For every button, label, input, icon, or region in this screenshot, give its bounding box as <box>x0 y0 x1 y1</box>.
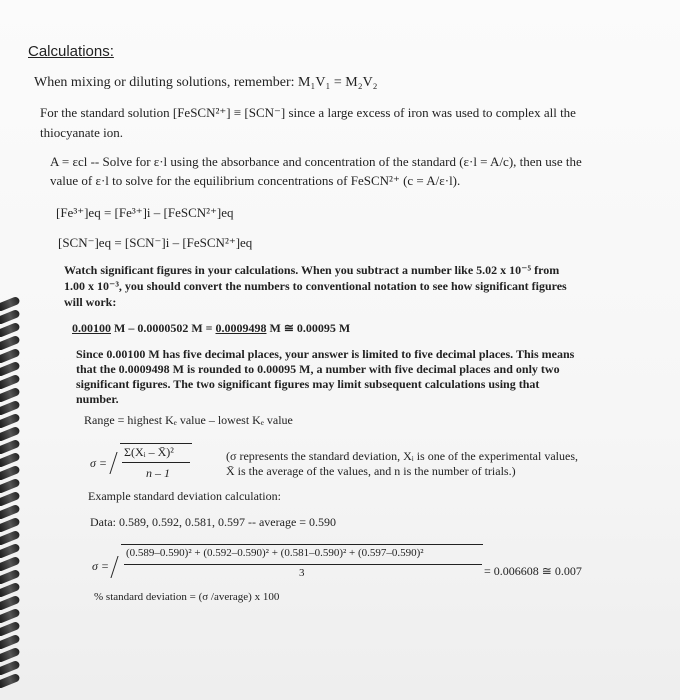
scn-equilibrium-equation: [SCN⁻]eq = [SCN⁻]i – [FeSCN²⁺]eq <box>58 235 253 250</box>
std-dev-denominator: n – 1 <box>146 466 170 480</box>
sig-figs-note-line3: will work: <box>64 295 117 309</box>
fe-equilibrium-equation: [Fe³⁺]eq = [Fe³⁺]i – [FeSCN²⁺]eq <box>56 205 234 220</box>
std-dev-numerator: Σ(Xᵢ – X̄)² <box>124 445 174 459</box>
mixing-rule-formula: M₁V₁ = M₂V₂ <box>298 75 378 90</box>
std-dev-sigma: σ = <box>90 456 108 470</box>
subtraction-result: 0.0009498 <box>215 321 267 335</box>
example-result: = 0.006608 ≅ 0.007 <box>484 564 582 578</box>
example-sigma: σ = <box>92 559 110 573</box>
standard-solution-line2: thiocyanate ion. <box>40 125 124 140</box>
example-label: Example standard deviation calculation: <box>88 489 281 503</box>
mixing-rule <box>34 76 378 90</box>
subtraction-middle: M – 0.0000502 M = <box>111 321 216 335</box>
example-radical-sign <box>110 556 128 578</box>
sig-figs-note-line1: Watch significant figures in your calculations. When you subtract a number like 5.02 x 10⁻⁵ from <box>64 263 560 277</box>
decimal-note-line1: Since 0.00100 M has five decimal places, your answer is limited to five decimal places. This means <box>76 347 575 361</box>
std-dev-note-line1: (σ represents the standard deviation, Xᵢ is one of the experimental values, <box>226 449 578 463</box>
example-denominator: 3 <box>299 567 305 579</box>
example-numerator: (0.589–0.590)² + (0.592–0.590)² + (0.581–0.590)² + (0.597–0.590)² <box>126 547 424 559</box>
beer-law-line2: value of ε·l to solve for the equilibrium concentrations of FeSCN²⁺ (c = A/ε·l). <box>50 173 461 188</box>
example-radical-bar <box>121 544 483 545</box>
decimal-note-line4: number. <box>76 392 119 406</box>
range-definition: Range = highest Kₑ value – lowest Kₑ value <box>84 413 293 427</box>
decimal-note-line2: that the 0.0009498 M is rounded to 0.00095 M, a number with five decimal places and only two <box>76 362 560 376</box>
subtraction-example <box>72 322 350 334</box>
percent-std-dev: % standard deviation = (σ /average) x 100 <box>94 591 280 603</box>
std-dev-fraction-line <box>122 462 190 463</box>
subtraction-operand-a: 0.00100 <box>72 321 111 335</box>
decimal-note-line3: significant figures. The two significant figures may limit subsequent calculations using that <box>76 377 540 391</box>
page-title: Calculations: <box>28 43 114 60</box>
std-dev-radical-bar <box>120 443 192 444</box>
subtraction-rounded: M ≅ 0.00095 M <box>266 321 351 335</box>
example-fraction-line <box>124 564 482 565</box>
sig-figs-note-line2: 1.00 x 10⁻³, you should convert the numbers to conventional notation to see how significant figures <box>64 279 567 293</box>
data-line: Data: 0.589, 0.592, 0.581, 0.597 -- average = 0.590 <box>90 515 337 529</box>
standard-solution-line1: For the standard solution [FeSCN²⁺] ≡ [SCN⁻] since a large excess of iron was used to complex all the <box>40 105 576 120</box>
std-dev-note-line2: X̄ is the average of the values, and n is the number of trials.) <box>226 464 516 478</box>
beer-law-line1: A = εcl -- Solve for ε·l using the absorbance and concentration of the standard (ε·l = A/c), then use the <box>50 154 582 169</box>
mixing-rule-text: When mixing or diluting solutions, remember: <box>34 75 295 90</box>
